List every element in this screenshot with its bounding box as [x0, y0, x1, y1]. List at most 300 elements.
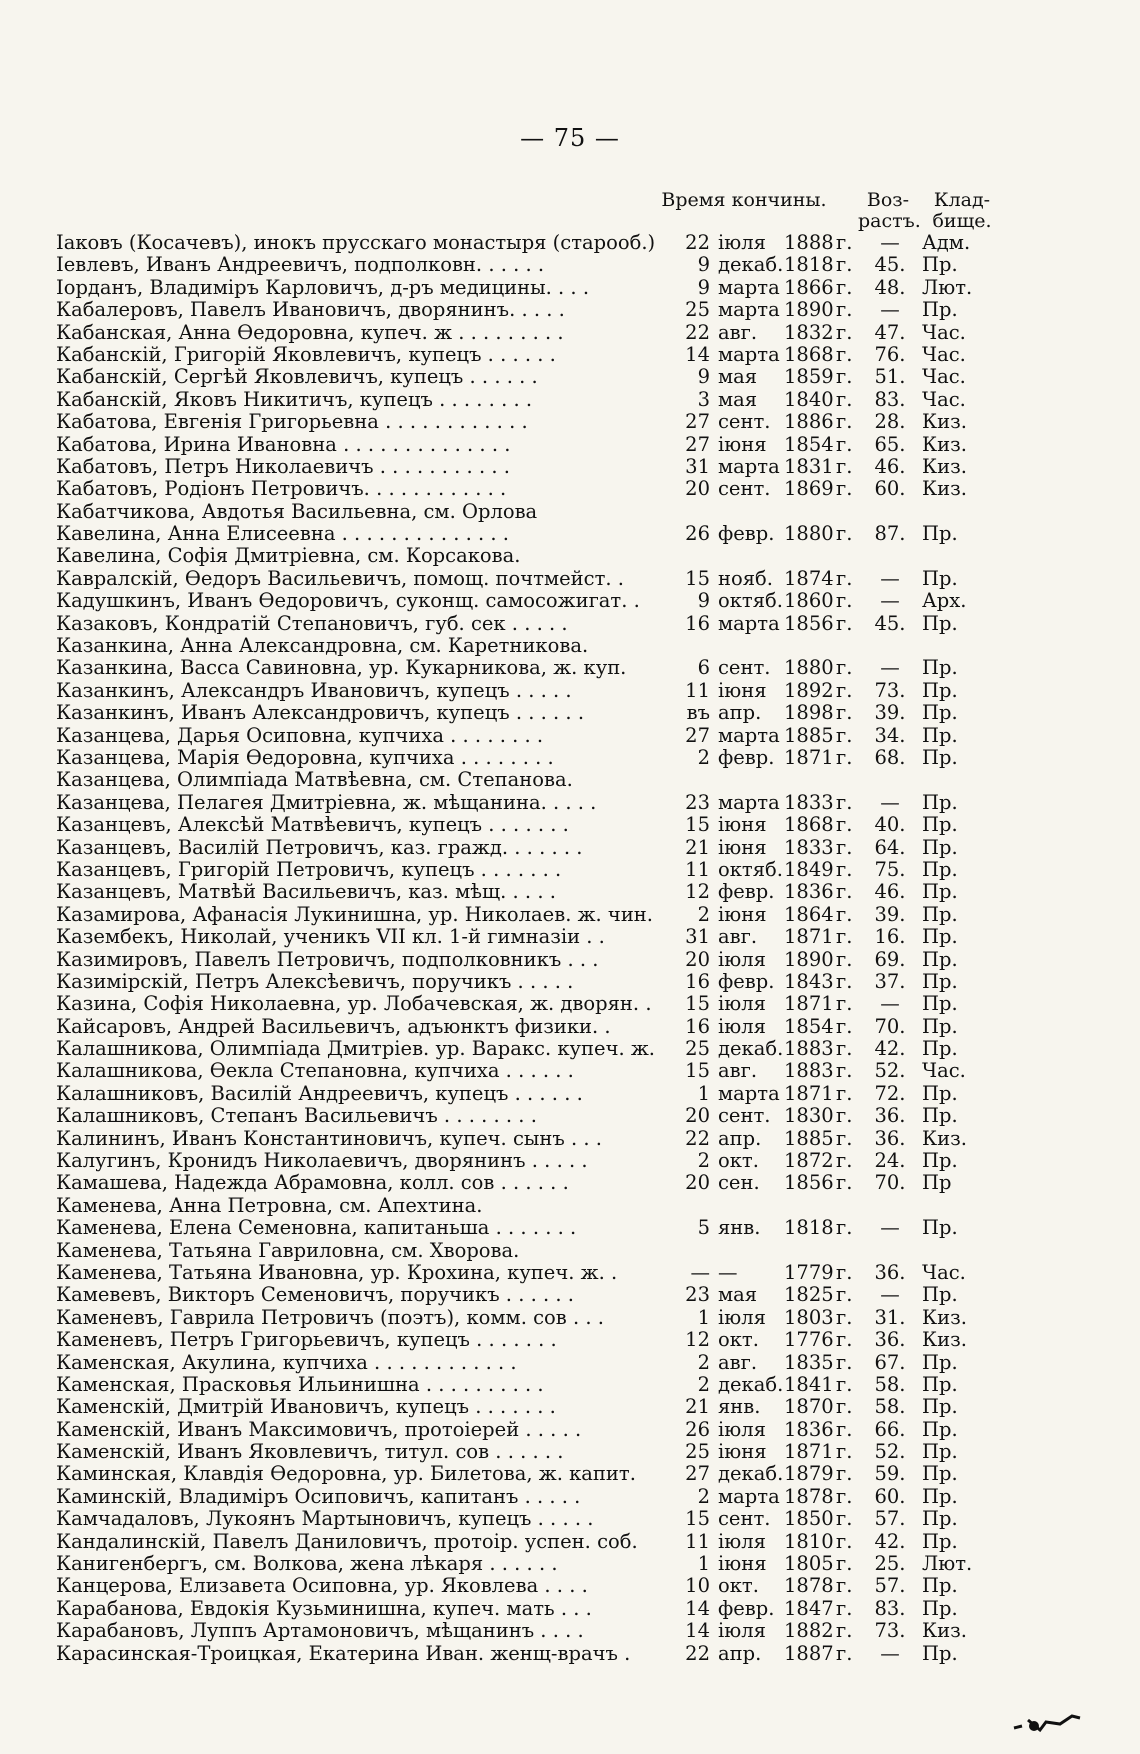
entry-name: Камашева, Надежда Абрамовна, колл. сов . . . . . . [56, 1172, 569, 1195]
entry-age: 46. [874, 880, 906, 904]
entry-place: Пр. [922, 1081, 958, 1105]
entry-place: Час. [922, 320, 966, 344]
entry-month: сент. [718, 410, 771, 434]
entry-g: г. [836, 1574, 853, 1598]
entry-name: Калугинъ, Кронидъ Николаевичъ, дворянинъ . . . . . [56, 1150, 588, 1173]
entry-row [56, 725, 1056, 747]
entry-row [56, 523, 1056, 545]
entry-age: 66. [874, 1417, 906, 1441]
entry-age: 65. [874, 432, 906, 456]
entry-age: 24. [874, 1149, 906, 1173]
entry-age: 75. [874, 857, 906, 881]
entry-name: Іевлевъ, Иванъ Андреевичъ, подполковн. . . . . . [56, 254, 545, 277]
entry-g: г. [836, 880, 853, 904]
entry-g: г. [836, 1529, 853, 1553]
entry-g: г. [836, 678, 853, 702]
entry-place: Пр. [922, 566, 958, 590]
entry-g: г. [836, 925, 853, 949]
entry-month: февр. [718, 1596, 775, 1620]
entry-g: г. [836, 1171, 853, 1195]
entry-year: 1849 [784, 857, 834, 881]
entry-age: 60. [874, 477, 906, 501]
entry-year: 1856 [784, 611, 834, 635]
entry-place: Арх. [922, 589, 967, 613]
entry-name: Іорданъ, Владиміръ Карловичъ, д-ръ медицины. . . . [56, 276, 590, 299]
entry-day: 27 [685, 432, 710, 456]
entry-year: 1880 [784, 522, 834, 546]
entry-g: г. [836, 1283, 853, 1307]
entry-name: Казанкинъ, Александръ Ивановичъ, купецъ . . . . . [56, 679, 572, 702]
entry-day: 14 [685, 1596, 710, 1620]
entry-age: 58. [874, 1395, 906, 1419]
entry-day: 15 [685, 813, 710, 837]
entry-age: 70. [874, 1171, 906, 1195]
entry-name: Казанкина, Васса Савиновна, ур. Кукарникова, ж. куп. [56, 657, 627, 680]
entry-month: іюля [718, 1417, 766, 1441]
entry-day: 2 [697, 1149, 710, 1173]
entry-row [56, 411, 1056, 433]
entry-year: 1883 [784, 1037, 834, 1061]
entry-age: 42. [874, 1037, 906, 1061]
entry-month: іюля [718, 231, 766, 254]
entry-month: — [718, 1260, 738, 1284]
entry-age: — [880, 1283, 900, 1307]
entry-day: 27 [685, 1462, 710, 1486]
entry-age: 42. [874, 1529, 906, 1553]
entry-age: 39. [874, 902, 906, 926]
entry-name: Казанцевъ, Василій Петровичъ, каз. гражд. . . . . . . [56, 836, 583, 859]
entry-year: 1803 [784, 1305, 834, 1329]
entry-g: г. [836, 1507, 853, 1531]
entry-row [56, 747, 1056, 769]
entry-row [56, 702, 1056, 724]
entry-day: 2 [697, 745, 710, 769]
entry-age: — [880, 298, 900, 322]
entry-row [56, 1374, 1056, 1396]
entry-name: Канцерова, Елизавета Осиповна, ур. Яковлева . . . . [56, 1575, 588, 1598]
entry-place: Адм. [922, 231, 971, 254]
entry-month: апр. [718, 1126, 762, 1150]
entry-place: Пр. [922, 1372, 958, 1396]
entry-age: 28. [874, 410, 906, 434]
entry-place: Пр. [922, 723, 958, 747]
entry-age: 57. [874, 1507, 906, 1531]
entry-g: г. [836, 1596, 853, 1620]
entry-age: 67. [874, 1350, 906, 1374]
entry-row [56, 1419, 1056, 1441]
entry-row [56, 322, 1056, 344]
entry-place: Пр. [922, 298, 958, 322]
entry-name: Карасинская-Троицкая, Екатерина Иван. женщ-врачъ . [56, 1642, 631, 1665]
entry-row [56, 769, 1056, 791]
entry-name: Казанкина, Анна Александровна, см. Каретникова. [56, 635, 589, 658]
entry-age: 73. [874, 678, 906, 702]
entry-row [56, 568, 1056, 590]
entry-g: г. [836, 320, 853, 344]
entry-g: г. [836, 969, 853, 993]
header-age: Воз-растъ. [858, 189, 921, 232]
entry-row [56, 859, 1056, 881]
entry-row [56, 1307, 1056, 1329]
entry-month: декаб. [718, 1372, 784, 1396]
entry-g: г. [836, 1462, 853, 1486]
entry-place: Пр [922, 1171, 952, 1195]
entry-age: 31. [874, 1305, 906, 1329]
entry-g: г. [836, 522, 853, 546]
entry-place: Лют. [922, 1552, 973, 1576]
entry-age: 45. [874, 611, 906, 635]
entry-year: 1859 [784, 365, 834, 389]
entry-row [56, 277, 1056, 299]
entry-day: 27 [685, 723, 710, 747]
entry-day: — [690, 1260, 710, 1284]
entry-name: Кабанскій, Григорій Яковлевичъ, купецъ . . . . . . [56, 343, 556, 366]
entry-place: Киз. [922, 477, 967, 501]
entry-day: 9 [697, 253, 710, 277]
entry-year: 1871 [784, 745, 834, 769]
entry-age: 48. [874, 275, 906, 299]
header-burial: Клад-бище. [932, 189, 992, 232]
entry-month: іюня [718, 432, 767, 456]
entry-year: 1860 [784, 589, 834, 613]
entry-row [56, 635, 1056, 657]
entry-g: г. [836, 1059, 853, 1083]
entry-place: Пр. [922, 857, 958, 881]
entry-day: 20 [685, 1104, 710, 1128]
entry-year: 1868 [784, 813, 834, 837]
entry-place: Час. [922, 342, 966, 366]
entry-row [56, 613, 1056, 635]
entry-month: іюля [718, 1529, 766, 1553]
entry-name: Казанкинъ, Иванъ Александровичъ, купецъ . . . . . . [56, 702, 585, 725]
entry-g: г. [836, 1126, 853, 1150]
entry-year: 1871 [784, 1440, 834, 1464]
entry-g: г. [836, 947, 853, 971]
entry-day: 22 [685, 231, 710, 254]
entry-month: марта [718, 723, 780, 747]
entry-row [56, 881, 1056, 903]
entry-month: марта [718, 275, 780, 299]
entry-month: янв. [718, 1395, 761, 1419]
entry-place: Час. [922, 387, 966, 411]
entry-place: Пр. [922, 1596, 958, 1620]
entry-year: 1832 [784, 320, 834, 344]
entry-day: 31 [685, 925, 710, 949]
entry-day: 25 [685, 1037, 710, 1061]
entry-name: Казимировъ, Павелъ Петровичъ, подполковникъ . . . [56, 948, 599, 971]
entry-month: іюня [718, 1440, 767, 1464]
entry-age: — [880, 231, 900, 254]
entry-row [56, 366, 1056, 388]
entry-g: г. [836, 1081, 853, 1105]
entry-row [56, 1329, 1056, 1351]
entry-place: Пр. [922, 1417, 958, 1441]
entry-row [56, 1128, 1056, 1150]
entry-row [56, 1150, 1056, 1172]
entry-day: 15 [685, 992, 710, 1016]
entry-month: февр. [718, 522, 775, 546]
entry-name: Кавелина, Анна Елисеевна . . . . . . . . . . . . . . [56, 523, 510, 546]
entry-year: 1856 [784, 1171, 834, 1195]
entry-place: Киз. [922, 1126, 967, 1150]
entry-month: октяб. [718, 857, 783, 881]
entry-month: марта [718, 454, 780, 478]
entry-g: г. [836, 1104, 853, 1128]
entry-row [56, 657, 1056, 679]
entry-name: Кабанская, Анна Ѳедоровна, купеч. ж . . . . . . . . . [56, 321, 564, 344]
entry-place: Пр. [922, 1395, 958, 1419]
entry-age: 47. [874, 320, 906, 344]
entry-month: апр. [718, 701, 762, 725]
entry-age: 16. [874, 925, 906, 949]
entry-age: 73. [874, 1619, 906, 1643]
entry-year: 1833 [784, 790, 834, 814]
entry-name: Кабанскій, Яковъ Никитичъ, купецъ . . . . . . . . [56, 388, 533, 411]
entry-place: Пр. [922, 790, 958, 814]
entry-year: 1885 [784, 1126, 834, 1150]
entry-name: Карабановъ, Луппъ Артамоновичъ, мѣщанинъ . . . . [56, 1620, 584, 1643]
entry-place: Пр. [922, 701, 958, 725]
entry-row [56, 1396, 1056, 1418]
entry-name: Казанцева, Дарья Осиповна, купчиха . . . . . . . . [56, 724, 544, 747]
entry-year: 1882 [784, 1619, 834, 1643]
entry-name: Казаковъ, Кондратій Степановичъ, губ. сек . . . . . [56, 612, 568, 635]
entry-year: 1880 [784, 656, 834, 680]
entry-row [56, 1105, 1056, 1127]
entries-list [56, 232, 1056, 1665]
entry-month: окт. [718, 1574, 759, 1598]
entry-name: Каменская, Акулина, купчиха . . . . . . . . . . . . [56, 1351, 517, 1374]
entry-row [56, 1195, 1056, 1217]
entry-day: 14 [685, 1619, 710, 1643]
entry-name: Кабатчикова, Авдотья Васильевна, см. Орлова [56, 500, 538, 523]
entry-age: 34. [874, 723, 906, 747]
entry-name: Іаковъ (Косачевъ), инокъ прусскаго монастыря (старооб.) [56, 232, 656, 254]
entry-month: авг. [718, 1059, 758, 1083]
entry-age: 39. [874, 701, 906, 725]
entry-name: Каменева, Татьяна Гавриловна, см. Хворова. [56, 1239, 520, 1262]
entry-row [56, 254, 1056, 276]
entry-month: мая [718, 1283, 758, 1307]
entry-year: 1854 [784, 1014, 834, 1038]
entry-day: 1 [697, 1081, 710, 1105]
entry-place: Киз. [922, 1619, 967, 1643]
page-number: — 75 — [520, 124, 620, 152]
entry-name: Казина, Софія Николаевна, ур. Лобачевская, ж. дворян. . [56, 993, 652, 1016]
entry-month: сент. [718, 477, 771, 501]
entry-name: Каменева, Елена Семеновна, капитаньша . . . . . . . [56, 1217, 577, 1240]
entry-place: Пр. [922, 1574, 958, 1598]
entry-place: Пр. [922, 1484, 958, 1508]
entry-month: окт. [718, 1149, 759, 1173]
entry-row [56, 1016, 1056, 1038]
entry-age: — [880, 1641, 900, 1665]
entry-day: 9 [697, 275, 710, 299]
entry-day: 11 [685, 857, 710, 881]
entry-name: Каменевъ, Петръ Григорьевичъ, купецъ . . . . . . . [56, 1329, 557, 1352]
entry-day: 23 [685, 1283, 710, 1307]
entry-g: г. [836, 1619, 853, 1643]
entry-age: 83. [874, 387, 906, 411]
entry-name: Кадушкинъ, Иванъ Ѳедоровичъ, суконщ. самосожигат. . [56, 590, 640, 613]
ink-blot-mark [1012, 1712, 1082, 1736]
entry-year: 1878 [784, 1484, 834, 1508]
entry-month: сент. [718, 1104, 771, 1128]
entry-month: декаб. [718, 1462, 784, 1486]
entry-year: 1890 [784, 298, 834, 322]
entry-day: 22 [685, 320, 710, 344]
entry-place: Пр. [922, 1014, 958, 1038]
entry-g: г. [836, 902, 853, 926]
entry-g: г. [836, 1484, 853, 1508]
entry-g: г. [836, 1328, 853, 1352]
entry-day: 25 [685, 1440, 710, 1464]
entry-place: Пр. [922, 969, 958, 993]
entry-year: 1874 [784, 566, 834, 590]
entry-g: г. [836, 701, 853, 725]
entry-place: Пр. [922, 1641, 958, 1665]
entry-name: Кабатова, Ирина Ивановна . . . . . . . . . . . . . . [56, 433, 511, 456]
entry-year: 1883 [784, 1059, 834, 1083]
entry-row [56, 1240, 1056, 1262]
entry-age: 52. [874, 1059, 906, 1083]
entry-place: Пр. [922, 902, 958, 926]
entry-row [56, 1531, 1056, 1553]
entry-month: іюля [718, 947, 766, 971]
entry-place: Пр. [922, 745, 958, 769]
entry-age: — [880, 589, 900, 613]
header-time: Время кончины. [661, 189, 827, 211]
entry-year: 1869 [784, 477, 834, 501]
entry-row [56, 1620, 1056, 1642]
entry-month: авг. [718, 320, 758, 344]
entry-month: февр. [718, 969, 775, 993]
entry-place: Пр. [922, 1149, 958, 1173]
entry-row [56, 299, 1056, 321]
entry-year: 1779 [784, 1260, 834, 1284]
entry-year: 1836 [784, 880, 834, 904]
entry-row [56, 993, 1056, 1015]
entry-place: Час. [922, 365, 966, 389]
entry-day: 16 [685, 611, 710, 635]
entry-year: 1868 [784, 342, 834, 366]
entry-year: 1850 [784, 1507, 834, 1531]
entry-name: Кабатова, Евгенія Григорьевна . . . . . . . . . . . . [56, 411, 528, 434]
entry-month: іюня [718, 902, 767, 926]
entry-name: Казанцевъ, Григорій Петровичъ, купецъ . . . . . . . [56, 858, 562, 881]
entry-age: 83. [874, 1596, 906, 1620]
entry-month: окт. [718, 1328, 759, 1352]
entry-place: Пр. [922, 656, 958, 680]
entry-month: іюля [718, 1014, 766, 1038]
entry-place: Пр. [922, 880, 958, 904]
entry-year: 1831 [784, 454, 834, 478]
entry-day: 21 [685, 1395, 710, 1419]
entry-month: марта [718, 611, 780, 635]
entry-place: Час. [922, 1059, 966, 1083]
entry-age: 37. [874, 969, 906, 993]
entry-row [56, 792, 1056, 814]
entry-row [56, 904, 1056, 926]
entry-age: 25. [874, 1552, 906, 1576]
entry-place: Киз. [922, 432, 967, 456]
entry-year: 1864 [784, 902, 834, 926]
entry-year: 1833 [784, 835, 834, 859]
entry-row [56, 1172, 1056, 1194]
entry-day: 1 [697, 1305, 710, 1329]
entry-g: г. [836, 275, 853, 299]
entry-month: іюля [718, 992, 766, 1016]
entry-month: марта [718, 1484, 780, 1508]
entry-place: Пр. [922, 1216, 958, 1240]
entry-row [56, 478, 1056, 500]
entry-day: 11 [685, 678, 710, 702]
entry-name: Казанцевъ, Алексѣй Матвѣевичъ, купецъ . . . . . . . [56, 814, 569, 837]
entry-year: 1892 [784, 678, 834, 702]
entry-month: декаб. [718, 253, 784, 277]
entry-place: Пр. [922, 925, 958, 949]
entry-age: 60. [874, 1484, 906, 1508]
entry-name: Кавралскій, Ѳедоръ Васильевичъ, помощ. почтмейст. . [56, 567, 624, 590]
entry-age: 57. [874, 1574, 906, 1598]
entry-day: 21 [685, 835, 710, 859]
entry-g: г. [836, 723, 853, 747]
entry-age: 59. [874, 1462, 906, 1486]
entry-name: Кабатовъ, Родіонъ Петровичъ. . . . . . . . . . . . [56, 478, 507, 501]
entry-row [56, 814, 1056, 836]
entry-row [56, 1643, 1056, 1665]
entry-month: нояб. [718, 566, 773, 590]
entry-name: Каменскій, Иванъ Яковлевичъ, титул. сов . . . . . . [56, 1441, 564, 1464]
entry-name: Каменева, Татьяна Ивановна, ур. Крохина, купеч. ж. . [56, 1261, 618, 1284]
entry-day: 26 [685, 522, 710, 546]
entry-row [56, 1441, 1056, 1463]
entry-row [56, 926, 1056, 948]
entry-age: — [880, 992, 900, 1016]
entry-row [56, 1598, 1056, 1620]
entry-year: 1810 [784, 1529, 834, 1553]
entry-day: 27 [685, 410, 710, 434]
entry-place: Лют. [922, 275, 973, 299]
entry-year: 1871 [784, 1081, 834, 1105]
entry-place: Пр. [922, 813, 958, 837]
entry-place: Пр. [922, 522, 958, 546]
entry-name: Кандалинскій, Павелъ Даниловичъ, протоір. успен. соб. [56, 1530, 638, 1553]
entry-g: г. [836, 1417, 853, 1441]
entry-month: декаб. [718, 1037, 784, 1061]
entry-year: 1776 [784, 1328, 834, 1352]
entry-place: Пр. [922, 678, 958, 702]
entry-day: 9 [697, 589, 710, 613]
entry-month: октяб. [718, 589, 783, 613]
entry-name: Каменскій, Иванъ Максимовичъ, протоіерей . . . . . [56, 1418, 582, 1441]
entry-age: 45. [874, 253, 906, 277]
entry-day: 2 [697, 1372, 710, 1396]
entry-g: г. [836, 1395, 853, 1419]
entry-year: 1854 [784, 432, 834, 456]
entry-age: 46. [874, 454, 906, 478]
entry-year: 1898 [784, 701, 834, 725]
entry-row [56, 344, 1056, 366]
entry-year: 1840 [784, 387, 834, 411]
entry-row [56, 501, 1056, 523]
entry-month: марта [718, 790, 780, 814]
entry-year: 1887 [784, 1641, 834, 1665]
entry-row [56, 837, 1056, 859]
entry-month: авг. [718, 925, 758, 949]
entry-age: 70. [874, 1014, 906, 1038]
entry-g: г. [836, 857, 853, 881]
